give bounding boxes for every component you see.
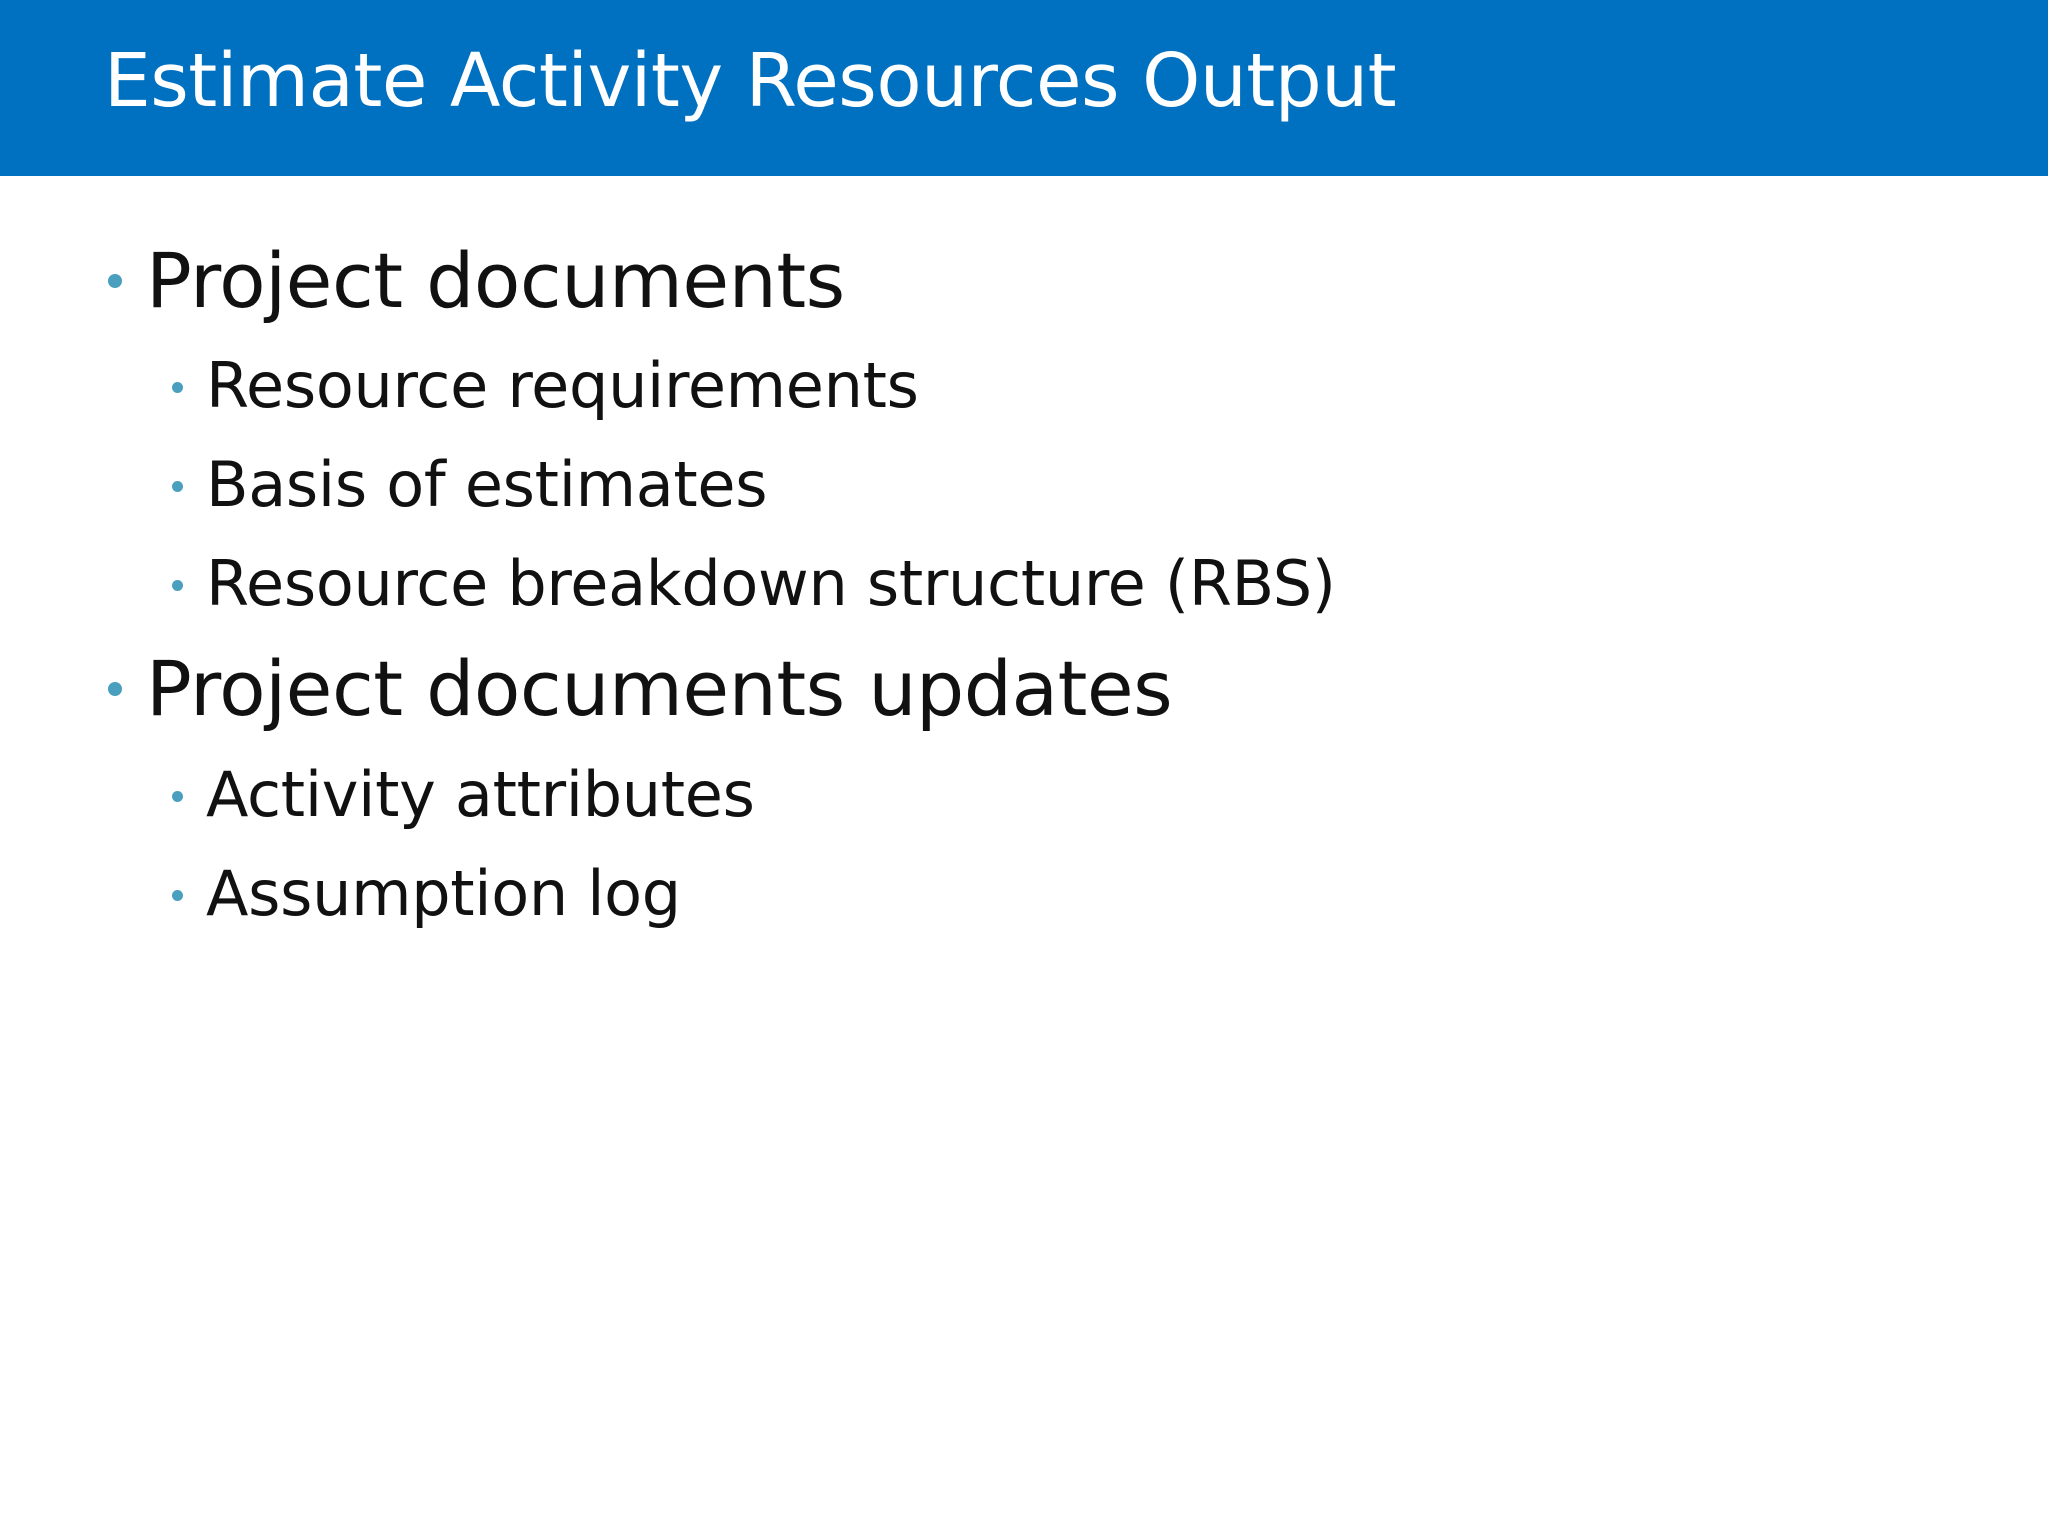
sub-bullet-label: Basis of estimates xyxy=(206,448,768,521)
bullet-dot-icon xyxy=(172,481,183,492)
sub-bullet-label: Assumption log xyxy=(206,857,681,930)
bullet-item-project-documents-updates xyxy=(108,644,1708,734)
sub-bullet-label: Resource requirements xyxy=(206,349,919,422)
bullet-dot-icon xyxy=(172,890,183,901)
bullet-label: Project documents xyxy=(146,236,845,325)
sub-bullet-item-basis-of-estimates xyxy=(172,447,1772,523)
bullet-dot-icon xyxy=(172,580,183,591)
sub-bullet-label: Activity attributes xyxy=(206,758,755,831)
bullet-label: Project documents updates xyxy=(146,644,1173,733)
bullet-dot-icon xyxy=(172,382,183,393)
bullet-item-project-documents xyxy=(108,236,1708,326)
sub-bullet-item-resource-breakdown-structure xyxy=(172,546,1772,622)
sub-bullet-item-assumption-log xyxy=(172,856,1772,932)
bullet-dot-icon xyxy=(108,274,122,288)
sub-bullet-label: Resource breakdown structure (RBS) xyxy=(206,547,1336,620)
sub-bullet-item-resource-requirements xyxy=(172,348,1772,424)
bullet-dot-icon xyxy=(108,682,122,696)
bullet-dot-icon xyxy=(172,791,183,802)
sub-bullet-item-activity-attributes xyxy=(172,757,1772,833)
slide-title: Estimate Activity Resources Output xyxy=(104,38,1397,124)
